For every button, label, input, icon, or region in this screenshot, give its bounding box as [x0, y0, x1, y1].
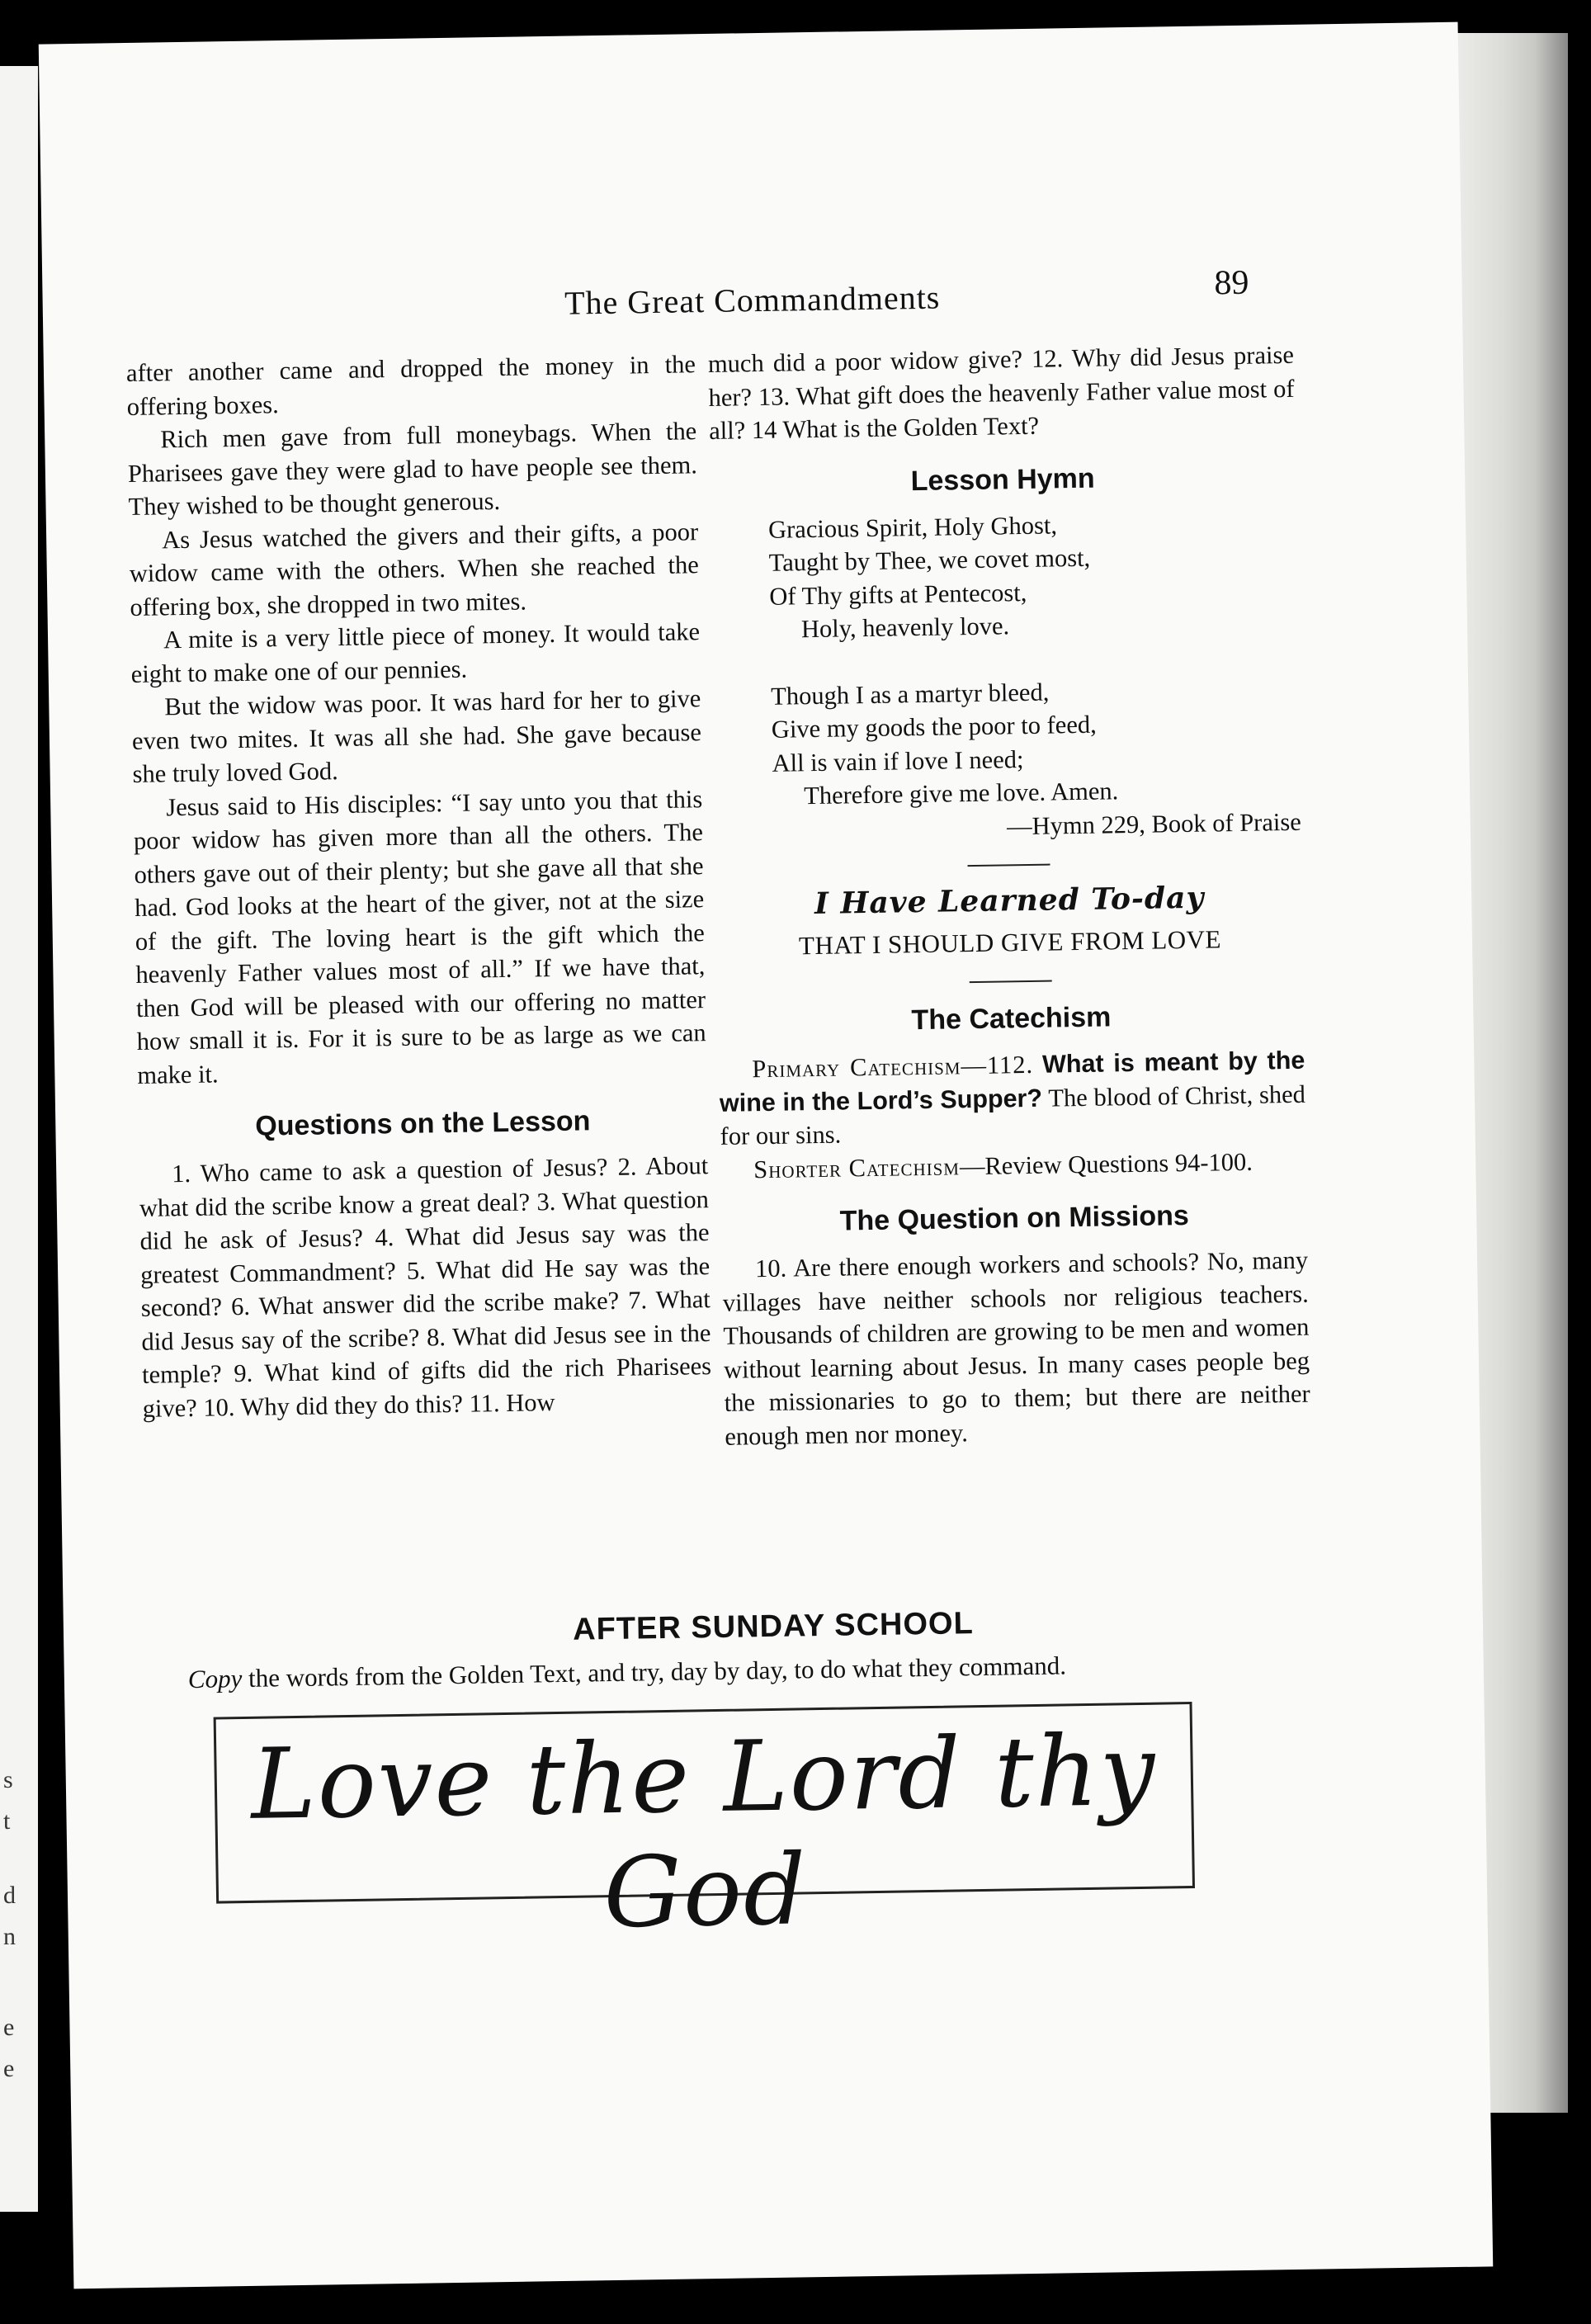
- hymn-heading: Lesson Hymn: [910, 462, 1095, 497]
- primary-catechism-label: Primary Catechism—112.: [752, 1050, 1034, 1084]
- copy-instruction-text: the words from the Golden Text, and try, day by day, to do what they command.: [248, 1651, 1067, 1693]
- hymn-line: Though I as a martyr bleed,: [770, 678, 1050, 711]
- learned-heading: I Have Learned To-day: [814, 880, 1205, 922]
- hymn-line: Of Thy gifts at Pentecost,: [769, 578, 1027, 611]
- hymn-line: Holy, heavenly love.: [800, 612, 1010, 644]
- divider: [970, 980, 1052, 984]
- lesson-paragraph: But the widow was poor. It was hard for her to give even two mites. It was all she had. She gave because she truly loved God.: [131, 684, 702, 788]
- after-school-heading: AFTER SUNDAY SCHOOL: [572, 1606, 975, 1647]
- adjacent-page-fragment: s: [3, 1766, 13, 1793]
- adjacent-page-fragment: e: [3, 2055, 15, 2082]
- primary-catechism-question: What is meant by the wine in the Lord’s Supper?: [719, 1046, 1305, 1117]
- copy-instruction: [188, 1646, 1343, 1694]
- golden-text-box: [214, 1702, 1195, 1950]
- catechism-heading: The Catechism: [911, 1001, 1112, 1037]
- book-page: [39, 22, 1494, 2289]
- hymn-line: Therefore give me love. Amen.: [803, 777, 1119, 810]
- adjacent-page-edge: [0, 66, 38, 2212]
- missions-heading: The Question on Missions: [839, 1199, 1190, 1237]
- shorter-catechism-label: Shorter Catechism: [753, 1151, 961, 1183]
- running-head: The Great Commandments: [564, 278, 941, 322]
- missions-text: 10. Are there enough workers and schools? No, many villages have neither schools nor religious teachers. Thousands of children are growing to be men and women without learning about Jesus. In many cases people beg the missionaries to go to them; but there are neither enough men nor money.: [722, 1245, 1310, 1451]
- lesson-paragraph: As Jesus watched the givers and their gifts, a poor widow came with the others. When she reached the offering box, she dropped in two mites.: [129, 517, 700, 621]
- questions-heading: Questions on the Lesson: [254, 1105, 591, 1142]
- adjacent-page-fragment: t: [3, 1807, 11, 1835]
- page-number: 89: [1214, 263, 1249, 303]
- lesson-paragraph: A mite is a very little piece of money. It would take eight to make one of our pennies.: [130, 617, 701, 688]
- adjacent-page-fragment: d: [3, 1882, 16, 1909]
- adjacent-page-fragment: e: [3, 2014, 15, 2041]
- questions-text: 1. Who came to ask a question of Jesus? 2. About what did the scribe know a great deal? 3. What question did he ask of Jesus? 4. What did Jesus say was the greatest Commandment? 5. What did He say was the second? 6. What answer did the scribe make? 7. What did Jesus say of the scribe? 8. What did Jesus see in the temple? 9. What kind of gifts did the rich Pharisees give? 10. Why did they do this? 11. How: [139, 1151, 712, 1423]
- hymn-stanza: [768, 504, 1301, 847]
- shorter-catechism-text: —Review Questions 94-100.: [959, 1147, 1253, 1180]
- hymn-line: Gracious Spirit, Holy Ghost,: [767, 510, 1058, 544]
- lesson-paragraph: Jesus said to His disciples: “I say unto you that this poor widow has given more than all the others. The others gave out of their plenty; but she gave all that she had. God looks at the heart of the giver, not at the size of the gift. The loving heart is the gift which the heavenly Father values most of all.” If we have that, then God will be pleased with our offering no matter how small it is. For it is sure to be as large as we can make it.: [133, 784, 706, 1089]
- hymn-attribution: —Hymn 229, Book of Praise: [1006, 807, 1301, 840]
- left-column: [126, 347, 712, 1425]
- questions-continued: much did a poor widow give? 12. Why did Jesus praise her? 13. What gift does the heavenly Father value most of all? 14 What is the Golden Text?: [707, 340, 1295, 445]
- primary-catechism: [719, 1044, 1306, 1154]
- lesson-paragraph: Rich men gave from full moneybags. When the Pharisees gave they were glad to have people see them. They wished to be thought generous.: [127, 417, 698, 522]
- golden-text-script: Love the Lord thy God: [250, 1712, 1158, 1950]
- copy-word: Copy: [187, 1664, 243, 1694]
- hymn-line: Taught by Thee, we covet most,: [768, 543, 1091, 577]
- right-column: [708, 338, 1311, 1453]
- divider: [968, 864, 1050, 867]
- hymn-line: All is vain if love I need;: [772, 744, 1024, 777]
- primary-catechism-answer: The blood of Christ, shed for our sins.: [720, 1079, 1306, 1150]
- learned-text: THAT I SHOULD GIVE FROM LOVE: [798, 923, 1222, 960]
- hymn-line: Give my goods the poor to feed,: [771, 710, 1098, 744]
- lesson-paragraph: after another came and dropped the money in the offering boxes.: [125, 350, 696, 421]
- adjacent-page-fragment: n: [3, 1923, 16, 1950]
